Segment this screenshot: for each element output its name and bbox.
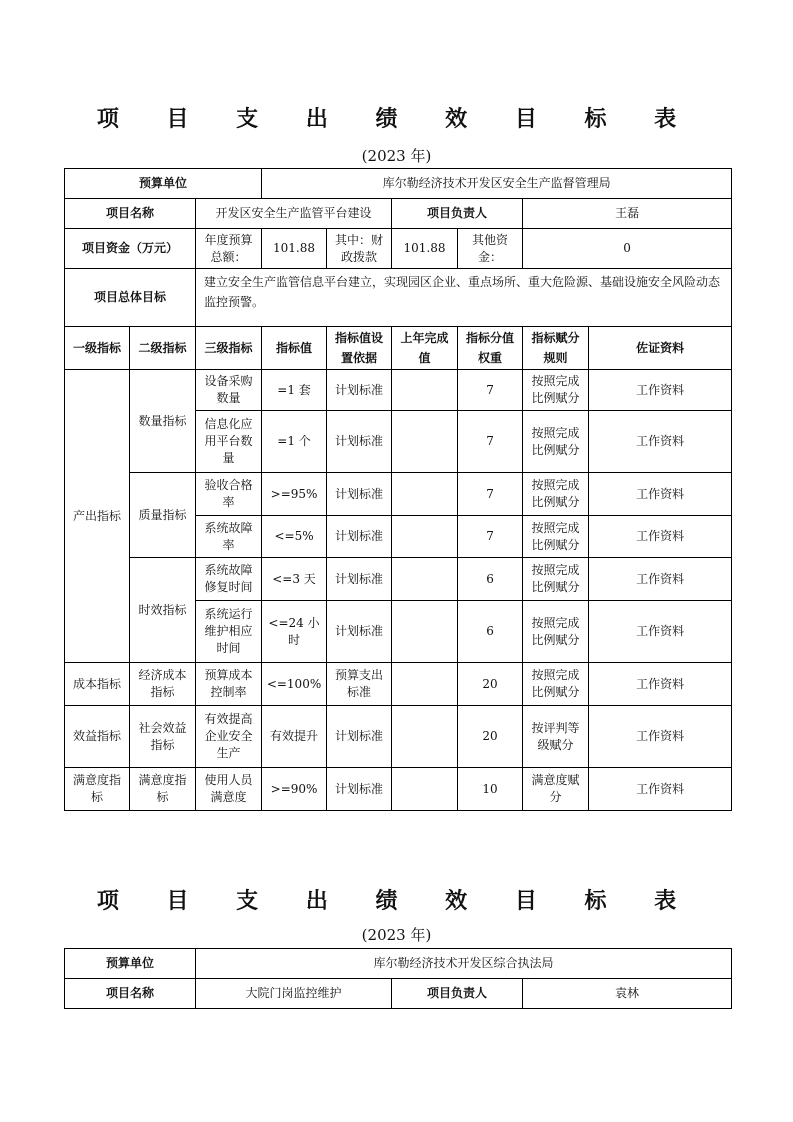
indicator-weight: 7 — [458, 411, 523, 473]
indicator-weight: 7 — [458, 473, 523, 516]
header-level2: 二级指标 — [130, 327, 196, 370]
indicator-basis: 计划标准 — [327, 411, 392, 473]
indicator-basis: 计划标准 — [327, 370, 392, 411]
indicator-evidence: 工作资料 — [589, 473, 732, 516]
fiscal-value: 101.88 — [392, 229, 458, 269]
project-name-label: 项目名称 — [65, 199, 196, 229]
project-name-label-2: 项目名称 — [65, 979, 196, 1009]
table-row — [65, 706, 732, 768]
indicator-basis: 计划标准 — [327, 601, 392, 663]
header-level3: 三级指标 — [196, 327, 262, 370]
overall-goal-value: 建立安全生产监管信息平台建立，实现园区企业、重点场所、重大危险源、基础设施安全风险动态监控预警。 — [196, 269, 732, 327]
group-timeliness: 时效指标 — [130, 558, 196, 663]
form-title-2: 项 目 支 出 绩 效 目 标 表 — [96, 888, 697, 914]
indicator-value: <=3 天 — [262, 558, 327, 601]
indicator-name: 验收合格率 — [196, 473, 262, 516]
indicator-value: <=24 小时 — [262, 601, 327, 663]
table-row — [65, 663, 732, 706]
indicator-last-year — [392, 370, 458, 411]
group-output: 产出指标 — [65, 370, 130, 663]
indicator-name: 设备采购数量 — [196, 370, 262, 411]
indicator-weight: 20 — [458, 663, 523, 706]
indicator-value: >=95% — [262, 473, 327, 516]
indicator-basis: 计划标准 — [327, 473, 392, 516]
indicator-name: 预算成本控制率 — [196, 663, 262, 706]
form-title: 项 目 支 出 绩 效 目 标 表 — [96, 106, 697, 132]
group-social-benefit: 社会效益指标 — [130, 706, 196, 768]
indicator-rule: 按照完成比例赋分 — [523, 601, 589, 663]
indicator-evidence: 工作资料 — [589, 663, 732, 706]
indicator-rule: 按照完成比例赋分 — [523, 473, 589, 516]
budget-unit-label-2: 预算单位 — [65, 949, 196, 979]
indicator-name: 系统运行维护相应时间 — [196, 601, 262, 663]
indicator-last-year — [392, 601, 458, 663]
annual-budget-value: 101.88 — [262, 229, 327, 269]
indicator-weight: 6 — [458, 601, 523, 663]
indicator-name: 系统故障率 — [196, 516, 262, 558]
indicator-evidence: 工作资料 — [589, 768, 732, 811]
indicator-weight: 7 — [458, 370, 523, 411]
indicator-rule: 按照完成比例赋分 — [523, 663, 589, 706]
header-evidence: 佐证资料 — [589, 327, 732, 370]
header-value-basis: 指标值设置依据 — [327, 327, 392, 370]
indicator-name: 有效提高企业安全生产 — [196, 706, 262, 768]
project-lead-value-2: 袁林 — [523, 979, 732, 1009]
table-row — [65, 473, 732, 516]
other-funds-value: 0 — [523, 229, 732, 269]
budget-unit-value-2: 库尔勒经济技术开发区综合执法局 — [196, 949, 732, 979]
table-row — [65, 370, 732, 411]
indicator-basis: 预算支出标准 — [327, 663, 392, 706]
group-quality: 质量指标 — [130, 473, 196, 558]
header-level1: 一级指标 — [65, 327, 130, 370]
indicator-weight: 10 — [458, 768, 523, 811]
indicator-basis: 计划标准 — [327, 558, 392, 601]
indicator-name: 系统故障修复时间 — [196, 558, 262, 601]
group-cost: 成本指标 — [65, 663, 130, 706]
project-lead-value: 王磊 — [523, 199, 732, 229]
other-funds-label: 其他资金： — [458, 229, 523, 269]
performance-target-table-2 — [64, 948, 732, 1009]
project-name-value: 开发区安全生产监管平台建设 — [196, 199, 392, 229]
form-year-2: (2023 年) — [361, 926, 432, 944]
project-lead-label-2: 项目负责人 — [392, 979, 523, 1009]
indicator-value: 有效提升 — [262, 706, 327, 768]
indicator-value: =1 套 — [262, 370, 327, 411]
form-year: (2023 年) — [361, 147, 432, 165]
table-row — [65, 558, 732, 601]
budget-unit-label: 预算单位 — [65, 169, 262, 199]
indicator-evidence: 工作资料 — [589, 706, 732, 768]
header-last-year: 上年完成值 — [392, 327, 458, 370]
indicator-last-year — [392, 663, 458, 706]
indicator-rule: 按照完成比例赋分 — [523, 558, 589, 601]
indicator-rule: 按照完成比例赋分 — [523, 370, 589, 411]
indicator-name: 使用人员满意度 — [196, 768, 262, 811]
group-economic-cost: 经济成本指标 — [130, 663, 196, 706]
indicator-last-year — [392, 411, 458, 473]
indicator-last-year — [392, 706, 458, 768]
annual-budget-label: 年度预算总额： — [196, 229, 262, 269]
budget-unit-value: 库尔勒经济技术开发区安全生产监督管理局 — [262, 169, 732, 199]
indicator-evidence: 工作资料 — [589, 558, 732, 601]
funding-label: 项目资金（万元） — [65, 229, 196, 269]
indicator-evidence: 工作资料 — [589, 411, 732, 473]
indicator-last-year — [392, 558, 458, 601]
indicator-rule: 按照完成比例赋分 — [523, 516, 589, 558]
indicator-value: >=90% — [262, 768, 327, 811]
indicator-evidence: 工作资料 — [589, 516, 732, 558]
indicator-weight: 20 — [458, 706, 523, 768]
project-name-value-2: 大院门岗监控维护 — [196, 979, 392, 1009]
group-satisfaction-sub: 满意度指标 — [130, 768, 196, 811]
project-lead-label: 项目负责人 — [392, 199, 523, 229]
indicator-evidence: 工作资料 — [589, 370, 732, 411]
indicator-rule: 按评判等级赋分 — [523, 706, 589, 768]
indicator-weight: 7 — [458, 516, 523, 558]
indicator-value: =1 个 — [262, 411, 327, 473]
group-benefit: 效益指标 — [65, 706, 130, 768]
header-weight: 指标分值权重 — [458, 327, 523, 370]
group-satisfaction: 满意度指标 — [65, 768, 130, 811]
indicator-basis: 计划标准 — [327, 706, 392, 768]
indicator-name: 信息化应用平台数量 — [196, 411, 262, 473]
indicator-basis: 计划标准 — [327, 516, 392, 558]
header-target-value: 指标值 — [262, 327, 327, 370]
indicator-value: <=100% — [262, 663, 327, 706]
table-row — [65, 768, 732, 811]
overall-goal-label: 项目总体目标 — [65, 269, 196, 327]
indicator-rule: 满意度赋分 — [523, 768, 589, 811]
indicator-evidence: 工作资料 — [589, 601, 732, 663]
indicator-basis: 计划标准 — [327, 768, 392, 811]
header-scoring-rule: 指标赋分规则 — [523, 327, 589, 370]
group-quantity: 数量指标 — [130, 370, 196, 473]
indicator-last-year — [392, 516, 458, 558]
indicator-rule: 按照完成比例赋分 — [523, 411, 589, 473]
indicator-last-year — [392, 473, 458, 516]
indicator-value: <=5% — [262, 516, 327, 558]
performance-target-table — [64, 168, 732, 811]
indicator-last-year — [392, 768, 458, 811]
fiscal-label: 其中：财政拨款 — [327, 229, 392, 269]
indicator-weight: 6 — [458, 558, 523, 601]
